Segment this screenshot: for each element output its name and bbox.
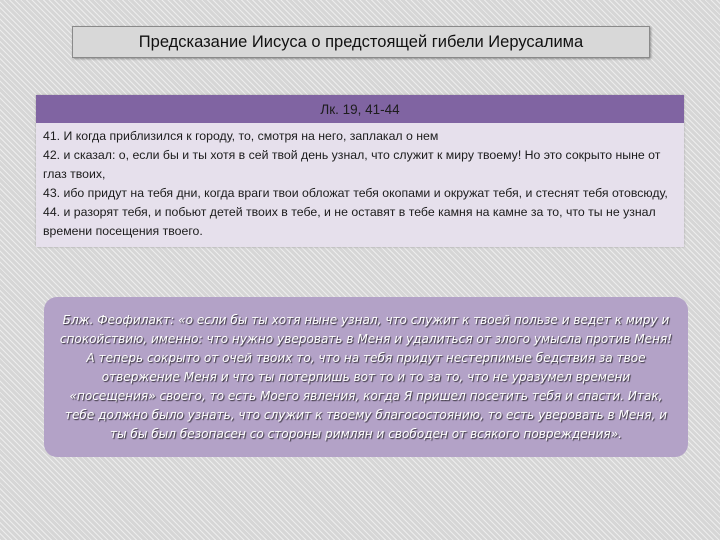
scripture-reference-header [36, 95, 684, 123]
scripture-reference: Лк. 19, 41-44 [320, 101, 400, 117]
commentary-text: Блж. Феофилакт: «о если бы ты хотя ныне узнал, что служит к твоей пользе и ведет к миру и спокойствию, именно: что нужно уверовать в Меня и удалиться от злого умысла против Меня! А теперь сокрыто от очей твоих то, что на тебя придут нестерпимые бедствия за твое отвержение Меня и что ты потерпишь вот то и то за то, что не уразумел времени «посещения» своего, то есть Моего явления, когда Я пришел посетить тебя и спасти. Итак, тебе должно было узнать, что служит к твоему благосостоянию, то есть уверовать в Меня, и ты бы был безопасен со стороны римлян и свободен от всякого повреждения». [59, 313, 673, 441]
slide-title [72, 26, 650, 58]
scripture-text-cell [36, 123, 684, 247]
commentary-box [44, 297, 688, 457]
verse-42: 42. и сказал: о, если бы и ты хотя в сей твой день узнал, что служит к миру твоему! Но это сокрыто ныне от глаз твоих, [43, 148, 661, 182]
verse-43: 43. ибо придут на тебя дни, когда враги твои обложат тебя окопами и окружат тебя, и стеснят тебя отовсюду, [43, 186, 668, 201]
verse-41: 41. И когда приблизился к городу, то, смотря на него, заплакал о нем [43, 129, 439, 143]
slide-title-text: Предсказание Иисуса о предстоящей гибели Иерусалима [138, 32, 584, 51]
scripture-table [36, 95, 684, 247]
verse-44: 44. и разорят тебя, и побьют детей твоих в тебе, и не оставят в тебе камня на камне за то, что ты не узнал времени посещения твоего. [43, 205, 656, 239]
